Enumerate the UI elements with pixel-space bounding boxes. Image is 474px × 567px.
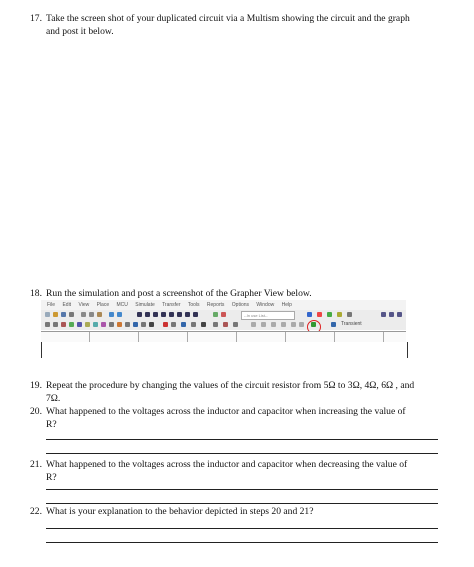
component-icon <box>251 322 256 327</box>
new-icon <box>45 312 50 317</box>
menu-item: Reports <box>206 302 225 308</box>
component-icon <box>69 322 74 327</box>
question-19 <box>30 379 450 405</box>
answer-line[interactable] <box>46 503 438 504</box>
component-icon <box>117 322 122 327</box>
grid-icon <box>177 312 182 317</box>
component-icon <box>181 322 186 327</box>
probe-icon <box>337 312 342 317</box>
probe-icon <box>347 312 352 317</box>
grid-icon <box>193 312 198 317</box>
ruler-tick <box>138 332 139 342</box>
question-text-line-2: and post it below. <box>46 26 114 37</box>
grid-icon <box>169 312 174 317</box>
component-icon <box>101 322 106 327</box>
question-text: What is your explanation to the behavior depicted in steps 20 and 21? <box>46 506 314 517</box>
graph-icon <box>213 312 218 317</box>
menu-item: Place <box>96 302 110 308</box>
redo-icon <box>117 312 122 317</box>
question-text-line-1: Repeat the procedure by changing the values of the circuit resistor from 5Ω to 3Ω, 4Ω, 6Ω , and <box>46 380 415 391</box>
component-icon <box>201 322 206 327</box>
question-text-line-2: R? <box>46 472 57 483</box>
component-icon <box>213 322 218 327</box>
component-icon <box>53 322 58 327</box>
paste-icon <box>97 312 102 317</box>
grid-icon <box>153 312 158 317</box>
menu-item: View <box>78 302 90 308</box>
component-icon <box>191 322 196 327</box>
component-icon <box>109 322 114 327</box>
ruler-tick <box>187 332 188 342</box>
screenshot-menubar <box>41 300 406 310</box>
print-icon <box>69 312 74 317</box>
menu-item: Help <box>281 302 292 308</box>
grid-icon <box>137 312 142 317</box>
screenshot-canvas <box>41 342 408 358</box>
answer-line[interactable] <box>46 542 438 543</box>
question-20 <box>30 405 450 431</box>
question-17 <box>30 12 450 38</box>
save-icon <box>61 312 66 317</box>
question-number: 21. <box>30 459 42 470</box>
component-icon <box>85 322 90 327</box>
open-icon <box>53 312 58 317</box>
grid-icon <box>185 312 190 317</box>
answer-line[interactable] <box>46 528 438 529</box>
probe-icon <box>317 312 322 317</box>
menu-item: Tools <box>187 302 200 308</box>
answer-line[interactable] <box>46 489 438 490</box>
question-18 <box>30 287 450 300</box>
menu-item: File <box>47 302 56 308</box>
component-icon <box>291 322 296 327</box>
undo-icon <box>109 312 114 317</box>
component-icon <box>45 322 50 327</box>
component-icon <box>261 322 266 327</box>
zoom-fit-icon <box>397 312 402 317</box>
postprocessor-icon <box>221 312 226 317</box>
question-text: Run the simulation and post a screenshot of the Grapher View below. <box>46 288 312 299</box>
question-text-line-1: Take the screen shot of your duplicated circuit via a Multism showing the circuit and the graph <box>46 13 410 24</box>
zoom-in-icon <box>381 312 386 317</box>
component-icon <box>223 322 228 327</box>
component-icon <box>281 322 286 327</box>
cut-icon <box>81 312 86 317</box>
probe-icon <box>327 312 332 317</box>
help-icon <box>307 312 312 317</box>
grid-icon <box>145 312 150 317</box>
copy-icon <box>89 312 94 317</box>
component-icon <box>93 322 98 327</box>
screenshot-toolbar-1 <box>41 310 406 320</box>
answer-line[interactable] <box>46 453 438 454</box>
menu-item: MCU <box>116 302 128 308</box>
component-icon <box>61 322 66 327</box>
question-text-line-1: What happened to the voltages across the inductor and capacitor when increasing the value of <box>46 406 406 417</box>
menu-item: Edit <box>62 302 72 308</box>
component-icon <box>133 322 138 327</box>
question-number: 20. <box>30 406 42 417</box>
question-text-line-2: 7Ω. <box>46 393 61 404</box>
in-use-list-combo: --In use List-- <box>241 311 295 320</box>
answer-line[interactable] <box>46 439 438 440</box>
ruler-tick <box>285 332 286 342</box>
pause-icon <box>331 322 336 327</box>
ruler-tick <box>236 332 237 342</box>
grapher-screenshot <box>41 300 406 362</box>
transient-label: Transient <box>341 321 362 327</box>
ruler-tick <box>89 332 90 342</box>
question-number: 19. <box>30 380 42 391</box>
ruler-tick <box>334 332 335 342</box>
zoom-out-icon <box>389 312 394 317</box>
component-icon <box>233 322 238 327</box>
ruler-tick <box>383 332 384 342</box>
component-icon <box>141 322 146 327</box>
component-icon <box>149 322 154 327</box>
question-text-line-2: R? <box>46 419 57 430</box>
grid-icon <box>161 312 166 317</box>
component-icon <box>271 322 276 327</box>
component-icon <box>125 322 130 327</box>
question-number: 22. <box>30 506 42 517</box>
screenshot-toolbar-2 <box>41 320 406 330</box>
menu-item: Options <box>231 302 250 308</box>
menu-item: Transfer <box>162 302 181 308</box>
question-21 <box>30 458 450 484</box>
component-icon <box>299 322 304 327</box>
menu-item: Simulate <box>135 302 155 308</box>
component-icon <box>171 322 176 327</box>
question-number: 18. <box>30 288 42 299</box>
component-icon <box>77 322 82 327</box>
menu-item: Window <box>256 302 275 308</box>
question-22 <box>30 505 450 518</box>
question-text-line-1: What happened to the voltages across the inductor and capacitor when decreasing the value of <box>46 459 408 470</box>
question-number: 17. <box>30 13 42 24</box>
component-icon <box>163 322 168 327</box>
